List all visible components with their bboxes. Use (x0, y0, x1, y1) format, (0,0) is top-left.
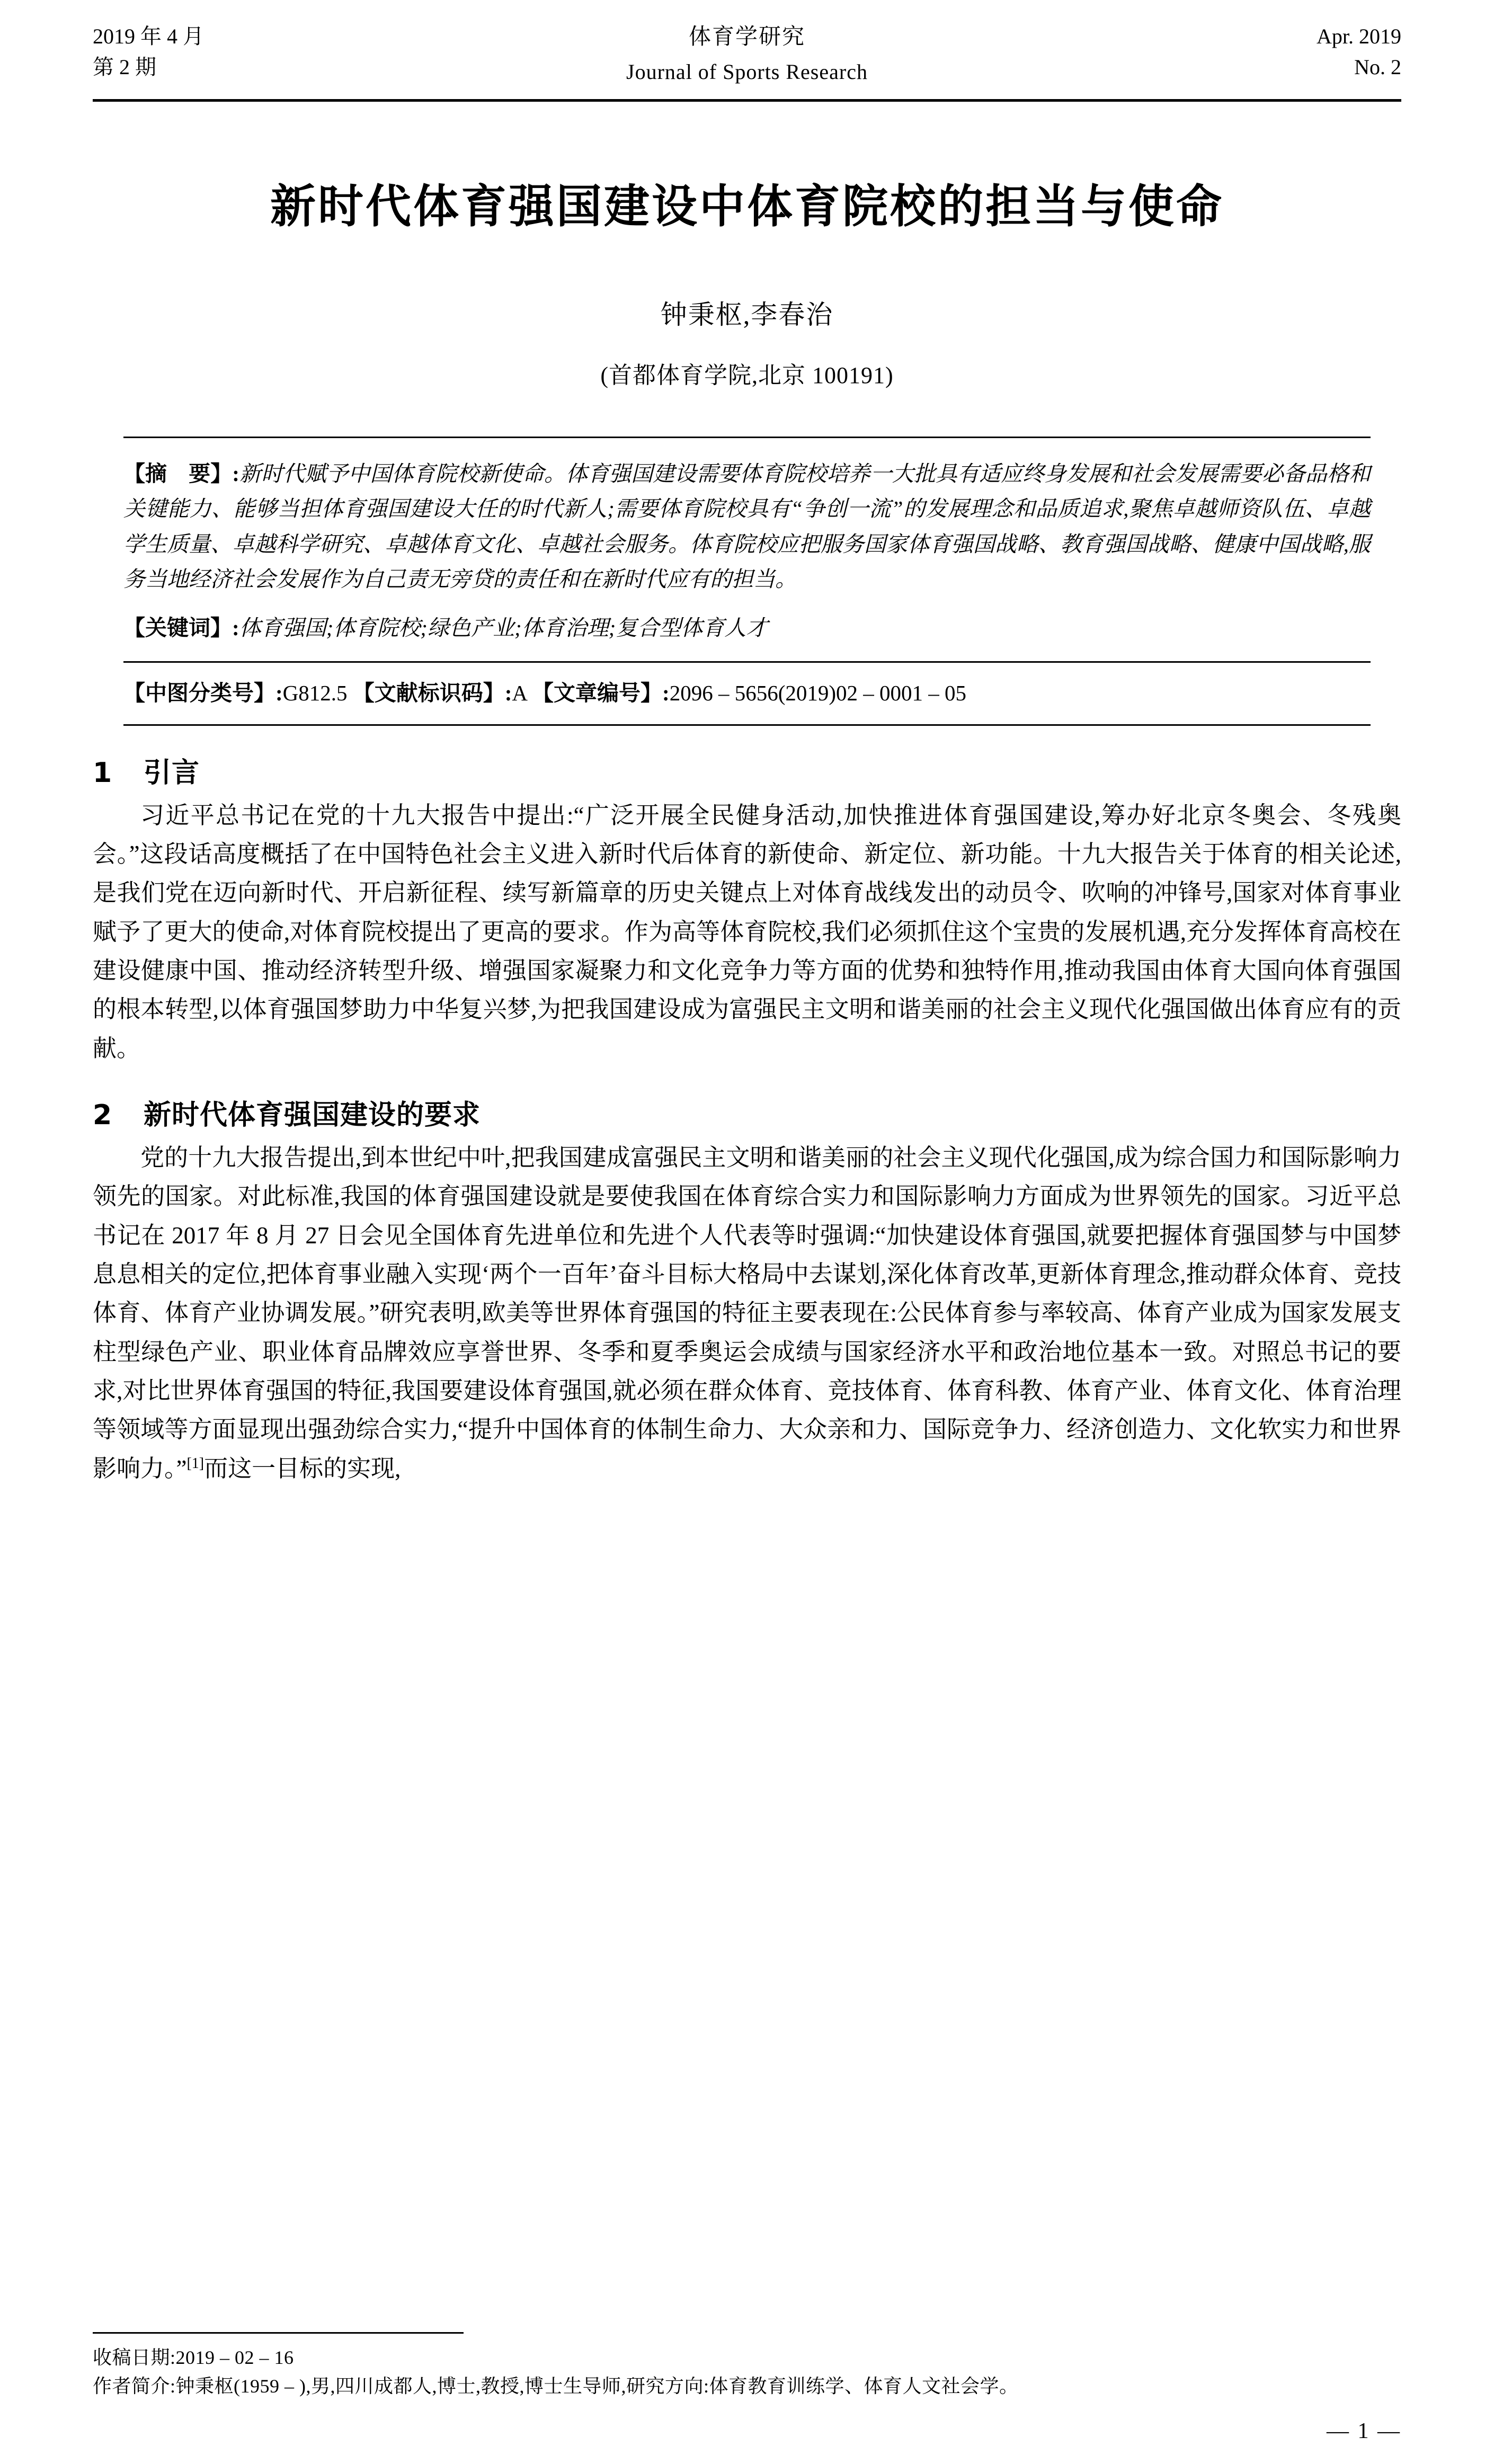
section-heading-1 (93, 750, 1401, 790)
keywords-block (123, 611, 1371, 646)
footnote-author-bio: 作者简介:钟秉枢(1959 – ),男,四川成都人,博士,教授,博士生导师,研究方向:体育教育训练学、体育人文社会学。 (93, 2376, 1019, 2397)
page-number: — 1 — (1327, 2419, 1401, 2443)
footnote-divider (93, 2332, 464, 2334)
citation-marker-1: [1] (186, 1455, 204, 1472)
abstract-label: 【摘 要】: (123, 461, 239, 486)
issue-date-en: Apr. 2019 (1317, 24, 1401, 48)
journal-title-cn: 体育学研究 (688, 25, 805, 49)
footnote-area (93, 2332, 1401, 2400)
keywords-label: 【关键词】: (123, 615, 239, 640)
clc-value: G812.5 (282, 681, 348, 706)
running-head-right (1173, 21, 1401, 83)
section-number-2: 2 (93, 1099, 113, 1132)
abstract-block (123, 456, 1371, 597)
classification-block (123, 677, 1371, 710)
section-2-paragraph-1-text: 党的十九大报告提出,到本世纪中叶,把我国建成富强民主文明和谐美丽的社会主义现代化强国,成为综合国力和国际影响力领先的国家。对此标准,我国的体育强国建设就是要使我国在体育综合实力和国际影响力方面成为世界领先的国家。习近平总书记在 2017 年 8 月 27 日会见全国体育先进单位和先进个人代表等时强调:“加快建设体育强国,就要把握体育强国梦与中国梦息息相关的定位,把体育事业融入实现‘两个一百年’奋斗目标大格局中去谋划,深化体育改革,更新体育理念,推动群众体育、竞技体育、体育产业协调发展。”研究表明,欧美等世界体育强国的特征主要表现在:公民体育参与率较高、体育产业成为国家发展支柱型绿色产业、职业体育品牌效应享誉世界、冬季和夏季奥运会成绩与国家经济水平和政治地位基本一致。对照总书记的要求,对比世界体育强国的特征,我国要建设体育强国,就必须在群众体育、竞技体育、体育科教、体育产业、体育文化、体育治理等领域等方面显现出强劲综合实力,“提升中国体育的体制生命力、大众亲和力、国际竞争力、经济创造力、文化软实力和世界影响力。” (93, 1144, 1401, 1482)
article-id-label: 【文章编号】: (532, 681, 670, 706)
section-title-2: 新时代体育强国建设的要求 (144, 1099, 481, 1132)
running-head (93, 0, 1401, 87)
article-id-value: 2096 – 5656(2019)02 – 0001 – 05 (669, 681, 966, 706)
section-2-paragraph-1-tail: 而这一目标的实现, (204, 1455, 401, 1482)
section-2-paragraph-1 (93, 1138, 1401, 1488)
section-title-1: 引言 (144, 757, 200, 789)
abstract-section (123, 437, 1371, 663)
issue-number-en: No. 2 (1354, 55, 1401, 79)
doc-code-value: A (512, 681, 527, 706)
clc-label: 【中图分类号】: (123, 681, 283, 706)
doc-code-label: 【文献标识码】: (352, 681, 512, 706)
footnote-received-date: 收稿日期:2019 – 02 – 16 (93, 2347, 294, 2368)
classification-section (123, 663, 1371, 726)
issue-date: 2019 年 4 月 (93, 24, 204, 48)
running-head-center (321, 21, 1173, 87)
section-1-paragraph-1: 习近平总书记在党的十九大报告中提出:“广泛开展全民健身活动,加快推进体育强国建设,筹办好北京冬奥会、冬残奥会。”这段话高度概括了在中国特色社会主义进入新时代后体育的新使命、新定位、新功能。十九大报告关于体育的相关论述,是我们党在迈向新时代、开启新征程、续写新篇章的历史关键点上对体育战线发出的动员令、吹响的冲锋号,国家对体育事业赋予了更大的使命,对体育院校提出了更高的要求。作为高等体育院校,我们必须抓住这个宝贵的发展机遇,充分发挥体育高校在建设健康中国、推动经济转型升级、增强国家凝聚力和文化竞争力等方面的优势和独特作用,推动我国由体育大国向体育强国的根本转型,以体育强国梦助力中华复兴梦,为把我国建设成为富强民主文明和谐美丽的社会主义现代化强国做出体育应有的贡献。 (93, 802, 1401, 1062)
abstract-text: 新时代赋予中国体育院校新使命。体育强国建设需要体育院校培养一大批具有适应终身发展和社会发展需要必备品格和关键能力、能够当担体育强国建设大任的时代新人;需要体育院校具有“争创一流”的发展理念和品质追求,聚焦卓越师资队伍、卓越学生质量、卓越科学研究、卓越体育文化、卓越社会服务。体育院校应把服务国家体育强国战略、教育强国战略、健康中国战略,服务当地经济社会发展作为自己责无旁贷的责任和在新时代应有的担当。 (123, 461, 1371, 592)
section-heading-2 (93, 1092, 1401, 1132)
article-authors: 钟秉枢,李春治 (660, 299, 834, 330)
issue-number-cn: 第 2 期 (93, 55, 156, 79)
section-number-1: 1 (93, 757, 113, 789)
article-title: 新时代体育强国建设中体育院校的担当与使命 (270, 180, 1224, 233)
journal-title-en: Journal of Sports Research (626, 59, 868, 84)
running-head-left (93, 21, 321, 83)
author-affiliation: (首都体育学院,北京 100191) (600, 362, 894, 388)
header-divider (93, 99, 1401, 102)
keywords-text: 体育强国;体育院校;绿色产业;体育治理;复合型体育人才 (239, 615, 768, 640)
